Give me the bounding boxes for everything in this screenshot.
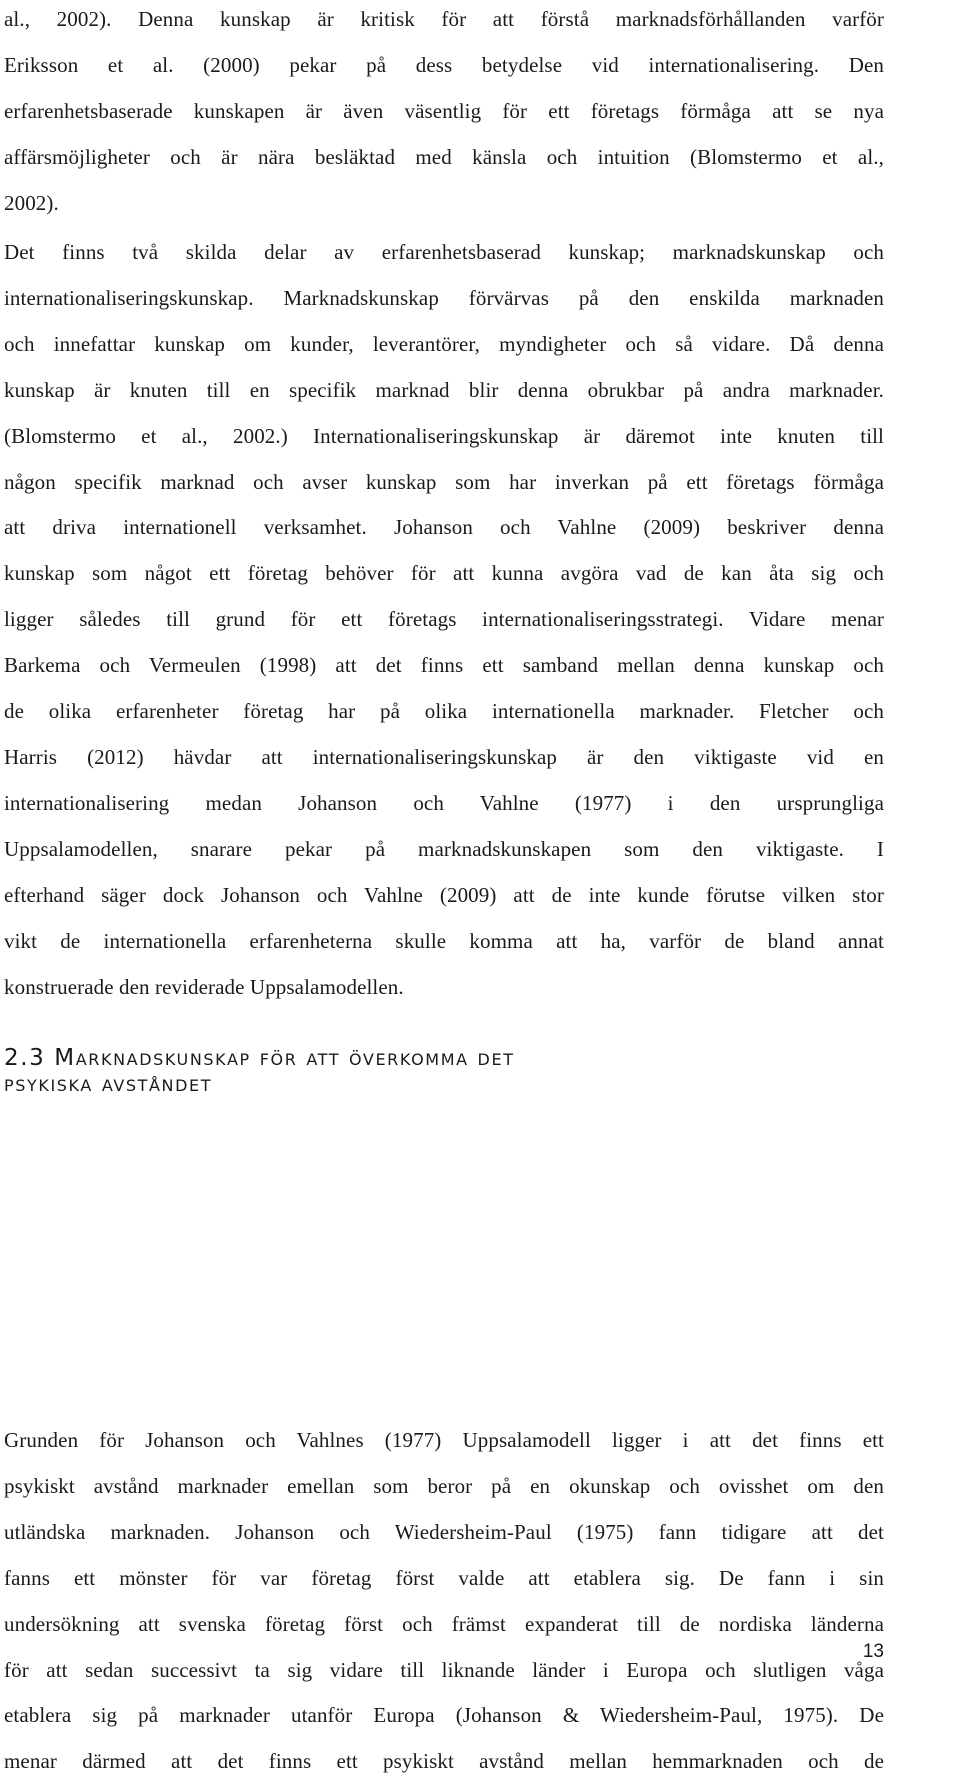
text-line: internationalisering medan Johanson och Vahlne (1977) i den ursprungliga <box>4 790 884 815</box>
heading-line: 2.3 Marknadskunskap för att överkomma det <box>4 1045 515 1071</box>
text-line: psykiskt avstånd marknader emellan som beror på en okunskap och ovisshet om den <box>4 1473 884 1498</box>
text-line: Eriksson et al. (2000) pekar på dess betydelse vid internationalisering. Den <box>4 52 884 77</box>
text-line: affärsmöjligheter och är nära besläktad med känsla och intuition (Blomstermo et al., <box>4 144 884 169</box>
text-line: kunskap är knuten till en specifik marknad blir denna obrukbar på andra marknader. <box>4 377 884 402</box>
text-line: konstruerade den reviderade Uppsalamodellen. <box>4 974 404 999</box>
text-line: vikt de internationella erfarenheterna skulle komma att ha, varför de bland annat <box>4 928 884 953</box>
section-heading <box>4 1045 884 1097</box>
text-line: någon specifik marknad och avser kunskap som har inverkan på ett företags förmåga <box>4 469 884 494</box>
text-line: de olika erfarenheter företag har på olika internationella marknader. Fletcher och <box>4 699 884 724</box>
text-line: 2002). <box>4 190 59 215</box>
text-line: Barkema och Vermeulen (1998) att det finns ett samband mellan denna kunskap och <box>4 653 884 678</box>
text-line: utländska marknaden. Johanson och Wiedersheim-Paul (1975) fann tidigare att det <box>4 1519 884 1544</box>
page-number: 13 <box>862 1641 884 1662</box>
text-line: (Blomstermo et al., 2002.) Internationaliseringskunskap är däremot inte knuten till <box>4 423 884 448</box>
text-line: erfarenhetsbaserade kunskapen är även väsentlig för ett företags förmåga att se nya <box>4 98 884 123</box>
text-line: ligger således till grund för ett företags internationaliseringsstrategi. Vidare menar <box>4 607 884 632</box>
text-line: kunskap som något ett företag behöver för att kunna avgöra vad de kan åta sig och <box>4 561 884 586</box>
text-line: efterhand säger dock Johanson och Vahlne (2009) att de inte kunde förutse vilken stor <box>4 882 884 907</box>
text-line: Det finns två skilda delar av erfarenhetsbaserad kunskap; marknadskunskap och <box>4 240 884 264</box>
heading-line: psykiska avståndet <box>4 1071 213 1097</box>
text-line: al., 2002). Denna kunskap är kritisk för att förstå marknadsförhållanden varför <box>4 7 884 31</box>
text-line: menar därmed att det finns ett psykiskt avstånd mellan hemmarknaden och de <box>4 1749 884 1774</box>
text-line: etablera sig på marknader utanför Europa (Johanson & Wiedersheim-Paul, 1975). De <box>4 1703 884 1728</box>
text-line: undersökning att svenska företag först och främst expanderat till de nordiska länderna <box>4 1611 884 1636</box>
paragraph-two-kinds-of-knowledge <box>4 230 884 1010</box>
text-line: Grunden för Johanson och Vahlnes (1977) Uppsalamodell ligger i att det finns ett <box>4 1428 884 1452</box>
paragraph-psychic-distance <box>4 1418 884 1785</box>
text-line: internationaliseringskunskap. Marknadskunskap förvärvas på den enskilda marknaden <box>4 285 884 310</box>
text-line: att driva internationell verksamhet. Johanson och Vahlne (2009) beskriver denna <box>4 515 884 540</box>
text-line: Harris (2012) hävdar att internationaliseringskunskap är den viktigaste vid en <box>4 744 884 769</box>
text-line: för att sedan successivt ta sig vidare till liknande länder i Europa och slutligen våga <box>4 1657 884 1682</box>
text-line: fanns ett mönster för var företag först valde att etablera sig. De fann i sin <box>4 1565 884 1590</box>
text-line: Uppsalamodellen, snarare pekar på marknadskunskapen som den viktigaste. I <box>4 836 884 861</box>
text-line: och innefattar kunskap om kunder, leverantörer, myndigheter och så vidare. Då denna <box>4 331 884 356</box>
paragraph-experience-knowledge <box>4 0 884 227</box>
